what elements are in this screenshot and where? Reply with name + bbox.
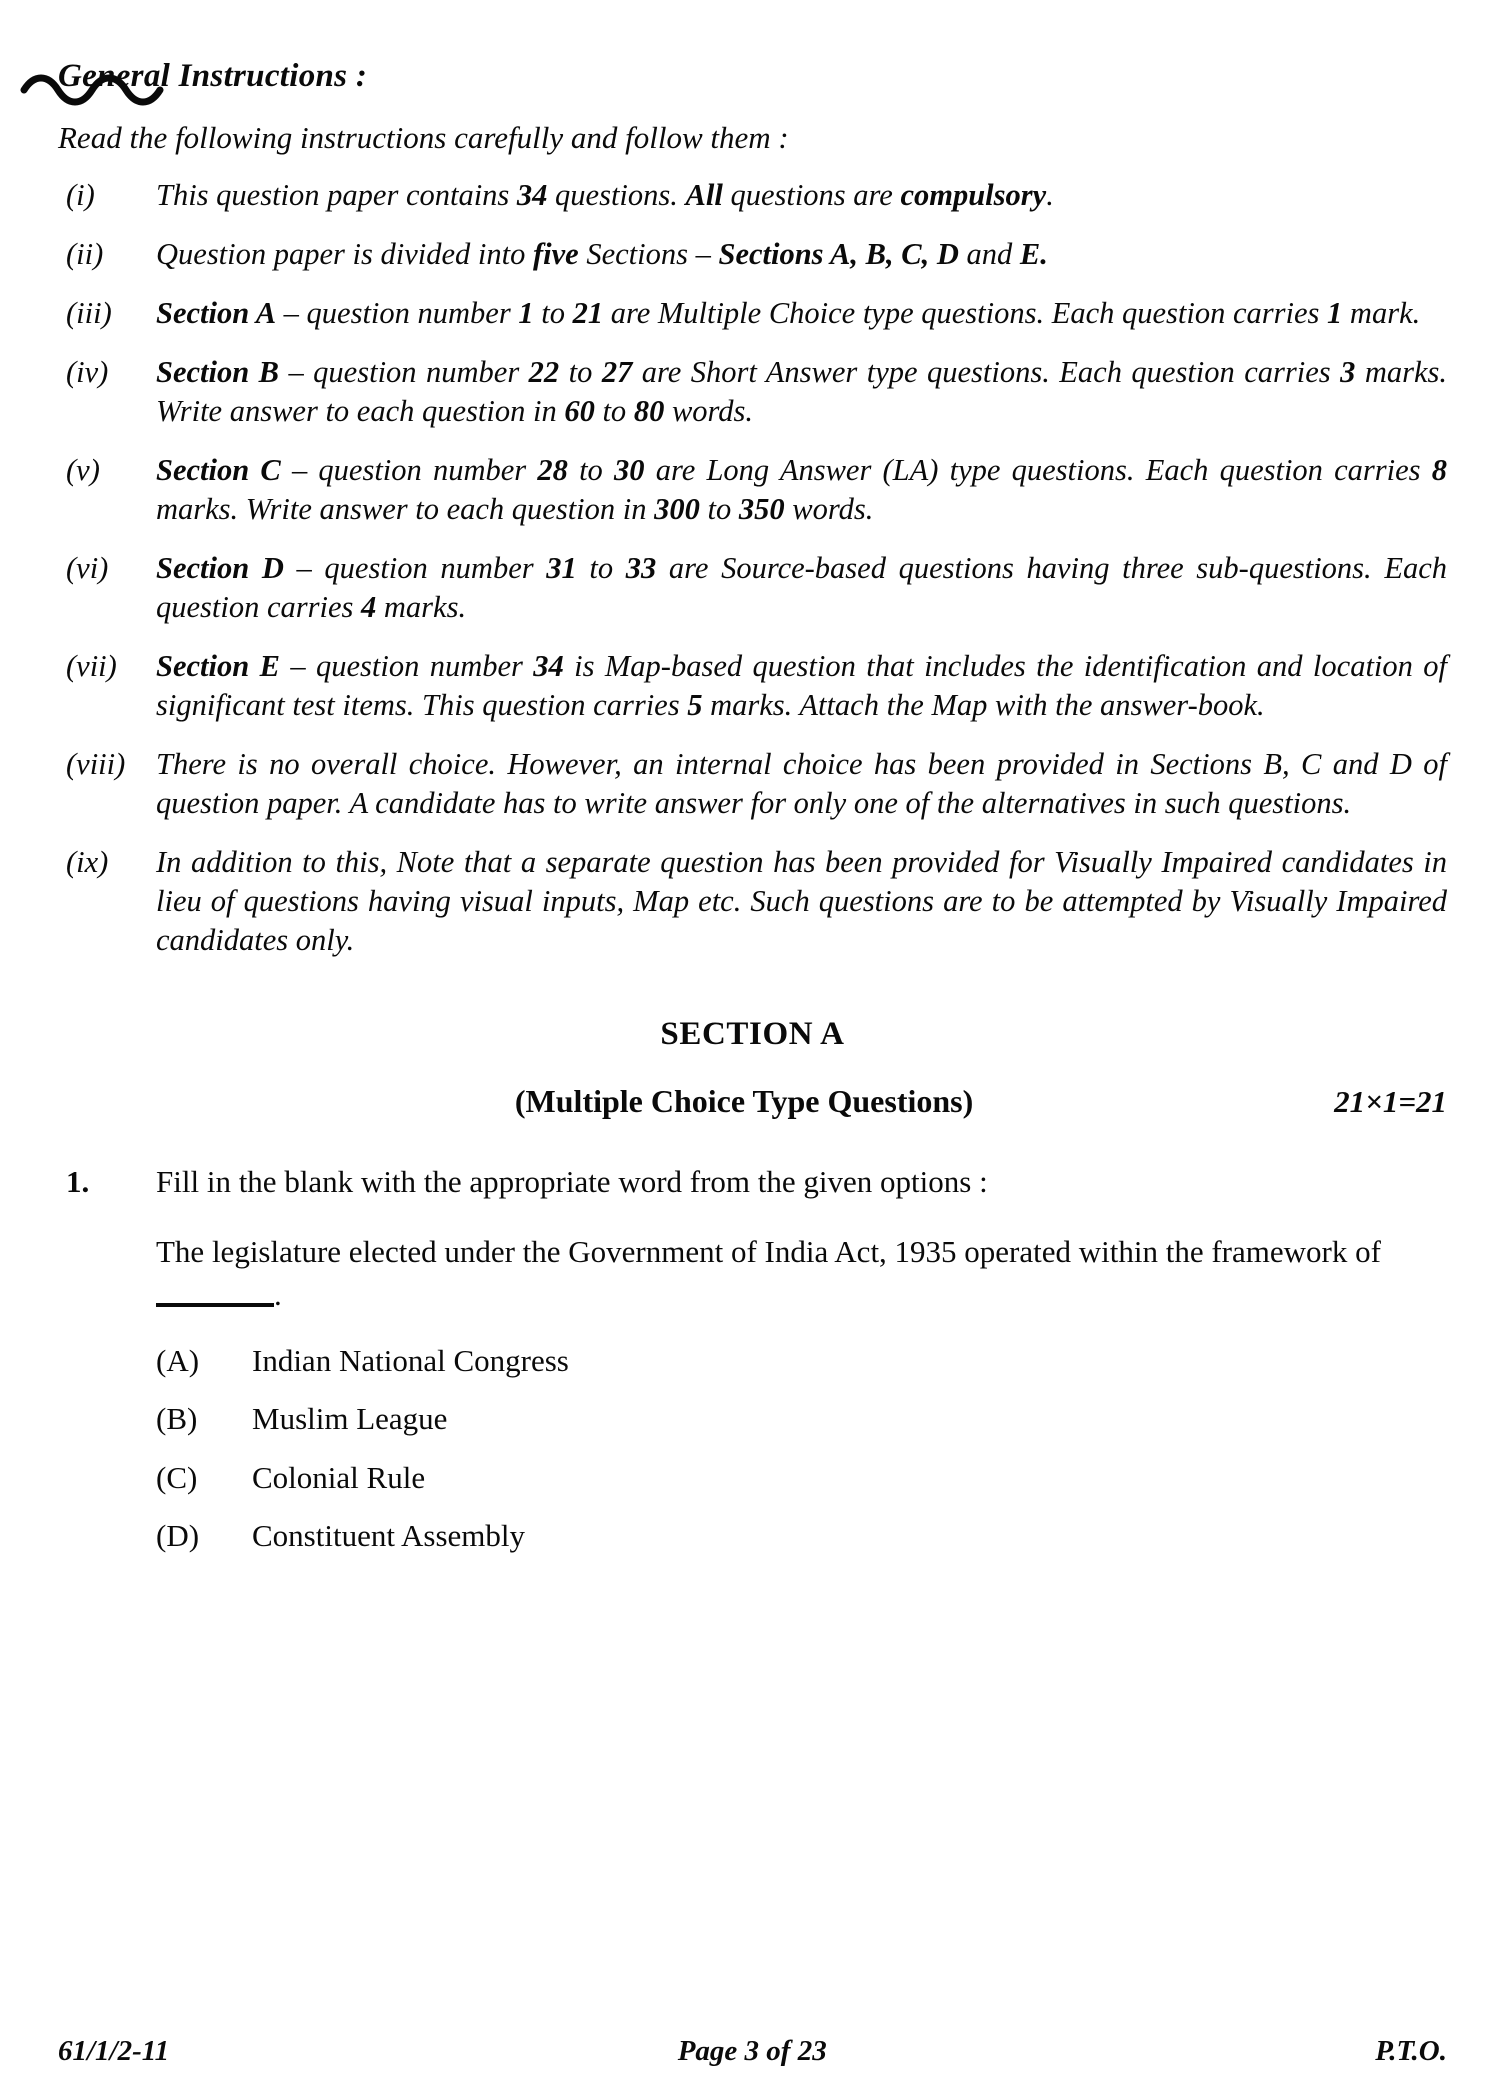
exam-paper-page [0,58,1505,2092]
question-1-stem-before: The legislature elected under the Government of India Act, 1935 operated within the framework of [156,1233,1381,1269]
question-1-block [58,1162,1447,1554]
option-label: (A) [156,1343,200,1379]
option-row[interactable] [156,1459,1447,1496]
section-heading: SECTION A [660,1016,845,1053]
instruction-number: (iii) [66,296,112,330]
paper-code: 61/1/2-11 [58,2035,170,2067]
instruction-number: (vi) [66,551,109,586]
question-1-number: 1. [66,1164,90,1200]
page-number: Page 3 of 23 [677,2035,827,2067]
instruction-number: (ix) [66,845,109,880]
pto-label: P.T.O. [1375,2035,1447,2067]
instruction-item [58,843,1447,960]
general-instructions-title: General Instructions : [58,58,368,94]
option-text: Muslim League [252,1401,448,1437]
instruction-text: Section E – question number 34 is Map-based question that includes the identification and location of significant test items. This question carries 5 marks. Attach the Map with the answer-book. [156,649,1447,723]
page-footer [58,2035,1447,2068]
instruction-text: Section A – question number 1 to 21 are Multiple Choice type questions. Each question carries 1 mark. [156,296,1421,330]
instruction-item [58,745,1447,823]
instruction-item [58,647,1447,725]
section-subheading-row [58,1083,1447,1120]
question-1-instruction: Fill in the blank with the appropriate word from the given options : [156,1164,988,1200]
instruction-item [58,294,1447,333]
instruction-text: Section D – question number 31 to 33 are Source-based questions having three sub-questions. Each question carries 4 marks. [156,551,1447,625]
section-subheading: (Multiple Choice Type Questions) [514,1083,974,1120]
section-marks: 21×1=21 [1334,1084,1447,1120]
option-text: Colonial Rule [252,1459,426,1495]
option-label: (C) [156,1459,198,1495]
question-1-stem [156,1231,1391,1317]
instruction-item [58,451,1447,529]
instruction-item [58,235,1447,274]
option-text: Constituent Assembly [252,1517,525,1553]
instruction-text: This question paper contains 34 questions. All questions are compulsory. [156,177,1054,212]
instruction-number: (v) [66,453,100,488]
instruction-text: In addition to this, Note that a separate question has been provided for Visually Impaired candidates in lieu of questions having visual inputs, Map etc. Such questions are to be attempted by Visually Impaired candidates only. [156,845,1447,958]
instruction-text: Question paper is divided into five Sections – Sections A, B, C, D and E. [156,236,1048,271]
question-1-heading-row [58,1162,1447,1202]
fill-in-blank [156,1303,274,1307]
question-1-stem-after: . [274,1276,282,1312]
instruction-item [58,176,1447,215]
option-text: Indian National Congress [252,1343,569,1379]
general-instructions-lead: Read the following instructions carefully and follow them : [58,120,789,156]
instruction-text: Section B – question number 22 to 27 are Short Answer type questions. Each question carries 3 marks. Write answer to each question in 60 to 80 words. [156,355,1447,429]
instruction-text: There is no overall choice. However, an internal choice has been provided in Sections B, C and D of question paper. A candidate has to write answer for only one of the alternatives in such questions. [156,747,1447,821]
instruction-number: (iv) [66,355,109,390]
option-label: (D) [156,1517,200,1553]
instruction-number: (ii) [66,236,104,271]
instruction-text: Section C – question number 28 to 30 are Long Answer (LA) type questions. Each question carries 8 marks. Write answer to each question in 300 to 350 words. [156,453,1447,527]
instruction-number: (vii) [66,649,117,684]
question-1-options [156,1342,1447,1554]
instruction-number: (i) [66,177,95,212]
option-row[interactable] [156,1342,1447,1379]
instruction-item [58,549,1447,627]
option-label: (B) [156,1401,198,1437]
wave-squiggle-icon [20,70,170,116]
instruction-number: (viii) [66,747,126,782]
option-row[interactable] [156,1517,1447,1554]
option-row[interactable] [156,1400,1447,1437]
instructions-list [58,176,1447,961]
instruction-item [58,353,1447,431]
